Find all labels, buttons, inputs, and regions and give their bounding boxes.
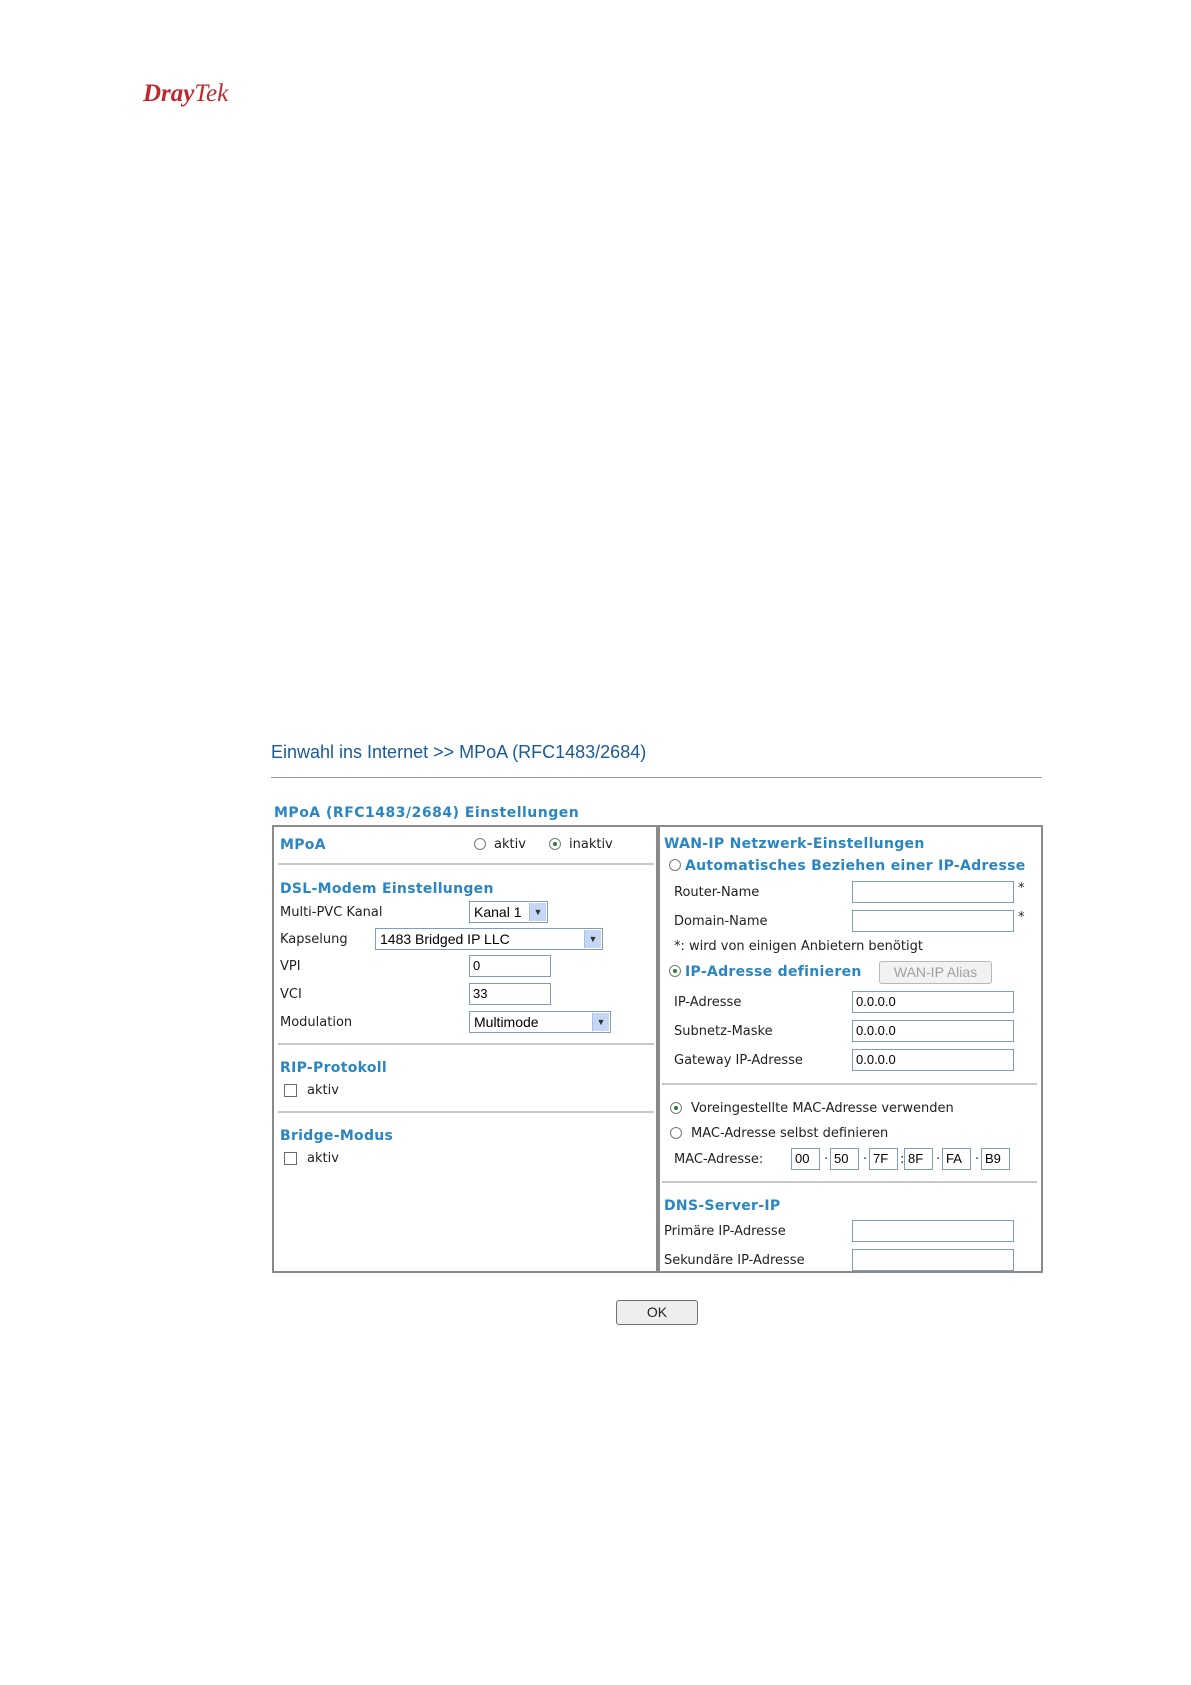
static-ip-radio[interactable] bbox=[669, 965, 681, 977]
mac-octet-5-input[interactable]: FA bbox=[942, 1148, 971, 1170]
encapsulation-select[interactable] bbox=[375, 928, 603, 950]
separator bbox=[662, 1083, 1037, 1086]
modulation-label: Modulation bbox=[280, 1015, 353, 1030]
encapsulation-label: Kapselung bbox=[280, 932, 348, 947]
bridge-active-checkbox[interactable] bbox=[284, 1152, 297, 1165]
primary-dns-input[interactable] bbox=[852, 1220, 1014, 1242]
dns-heading: DNS-Server-IP bbox=[664, 1198, 781, 1214]
logo-part-dray: Dray bbox=[143, 80, 195, 107]
static-ip-label: IP-Adresse definieren bbox=[685, 964, 862, 980]
required-mark: * bbox=[1018, 881, 1025, 896]
ok-button[interactable]: OK bbox=[616, 1300, 698, 1325]
chevron-down-icon: ▼ bbox=[584, 930, 601, 948]
vci-label: VCI bbox=[280, 987, 302, 1002]
primary-dns-label: Primäre IP-Adresse bbox=[664, 1224, 786, 1239]
domain-name-label: Domain-Name bbox=[674, 914, 768, 929]
mac-octet-2-input[interactable]: 50 bbox=[830, 1148, 859, 1170]
multi-pvc-value: Kanal 1 bbox=[474, 904, 522, 920]
dsl-heading: DSL-Modem Einstellungen bbox=[280, 881, 494, 897]
secondary-dns-label: Sekundäre IP-Adresse bbox=[664, 1253, 805, 1268]
vci-input[interactable]: 33 bbox=[469, 983, 551, 1005]
bridge-heading: Bridge-Modus bbox=[280, 1128, 394, 1144]
gateway-ip-label: Gateway IP-Adresse bbox=[674, 1053, 803, 1068]
custom-mac-label: MAC-Adresse selbst definieren bbox=[691, 1126, 889, 1141]
draytek-logo bbox=[143, 80, 228, 108]
bridge-active-label: aktiv bbox=[307, 1151, 339, 1166]
left-settings-panel bbox=[272, 825, 660, 1273]
wan-heading: WAN-IP Netzwerk-Einstellungen bbox=[664, 836, 925, 852]
mac-separator: · bbox=[824, 1152, 829, 1167]
mac-octet-1-input[interactable]: 00 bbox=[791, 1148, 820, 1170]
secondary-dns-input[interactable] bbox=[852, 1249, 1014, 1271]
multi-pvc-select[interactable] bbox=[469, 901, 548, 923]
logo-part-tek: Tek bbox=[194, 80, 229, 107]
title-divider bbox=[271, 777, 1042, 778]
auto-ip-label: Automatisches Beziehen einer IP-Adresse bbox=[685, 858, 1026, 874]
mac-separator: · bbox=[975, 1152, 980, 1167]
page-title: Einwahl ins Internet >> MPoA (RFC1483/2684) bbox=[271, 742, 647, 762]
modulation-value: Multimode bbox=[474, 1014, 539, 1030]
mpoa-inactive-radio[interactable] bbox=[549, 838, 561, 850]
auto-ip-radio[interactable] bbox=[669, 859, 681, 871]
mpoa-active-label: aktiv bbox=[494, 837, 526, 852]
vpi-input[interactable]: 0 bbox=[469, 955, 551, 977]
mac-octet-4-input[interactable]: 8F bbox=[904, 1148, 933, 1170]
separator bbox=[662, 1181, 1037, 1184]
required-note: *: wird von einigen Anbietern benötigt bbox=[674, 939, 923, 954]
subnet-mask-input[interactable]: 0.0.0.0 bbox=[852, 1020, 1014, 1042]
wan-ip-alias-button[interactable]: WAN-IP Alias bbox=[879, 961, 992, 984]
rip-heading: RIP-Protokoll bbox=[280, 1060, 387, 1076]
separator bbox=[278, 1043, 654, 1046]
mac-separator: · bbox=[936, 1152, 941, 1167]
custom-mac-radio[interactable] bbox=[670, 1127, 682, 1139]
chevron-down-icon: ▼ bbox=[529, 903, 546, 921]
mac-separator: · bbox=[863, 1152, 868, 1167]
rip-active-checkbox[interactable] bbox=[284, 1084, 297, 1097]
mac-octet-3-input[interactable]: 7F bbox=[869, 1148, 898, 1170]
mac-octet-6-input[interactable]: B9 bbox=[981, 1148, 1010, 1170]
right-settings-panel bbox=[656, 825, 1043, 1273]
ip-address-label: IP-Adresse bbox=[674, 995, 742, 1010]
rip-active-label: aktiv bbox=[307, 1083, 339, 1098]
domain-name-input[interactable] bbox=[852, 910, 1014, 932]
mpoa-active-radio[interactable] bbox=[474, 838, 486, 850]
router-name-label: Router-Name bbox=[674, 885, 760, 900]
subnet-mask-label: Subnetz-Maske bbox=[674, 1024, 773, 1039]
separator bbox=[278, 1111, 654, 1114]
chevron-down-icon: ▼ bbox=[592, 1013, 609, 1031]
mpoa-label: MPoA bbox=[280, 837, 326, 853]
mac-separator: : bbox=[900, 1152, 905, 1167]
default-mac-label: Voreingestellte MAC-Adresse verwenden bbox=[691, 1101, 954, 1116]
ip-address-input[interactable]: 0.0.0.0 bbox=[852, 991, 1014, 1013]
vpi-label: VPI bbox=[280, 959, 301, 974]
encapsulation-value: 1483 Bridged IP LLC bbox=[380, 931, 510, 947]
mac-address-label: MAC-Adresse: bbox=[674, 1152, 764, 1167]
section-title: MPoA (RFC1483/2684) Einstellungen bbox=[274, 805, 580, 821]
required-mark: * bbox=[1018, 910, 1025, 925]
separator bbox=[278, 863, 654, 866]
gateway-ip-input[interactable]: 0.0.0.0 bbox=[852, 1049, 1014, 1071]
multi-pvc-label: Multi-PVC Kanal bbox=[280, 905, 383, 920]
modulation-select[interactable] bbox=[469, 1011, 611, 1033]
mpoa-inactive-label: inaktiv bbox=[569, 837, 613, 852]
router-name-input[interactable] bbox=[852, 881, 1014, 903]
default-mac-radio[interactable] bbox=[670, 1102, 682, 1114]
